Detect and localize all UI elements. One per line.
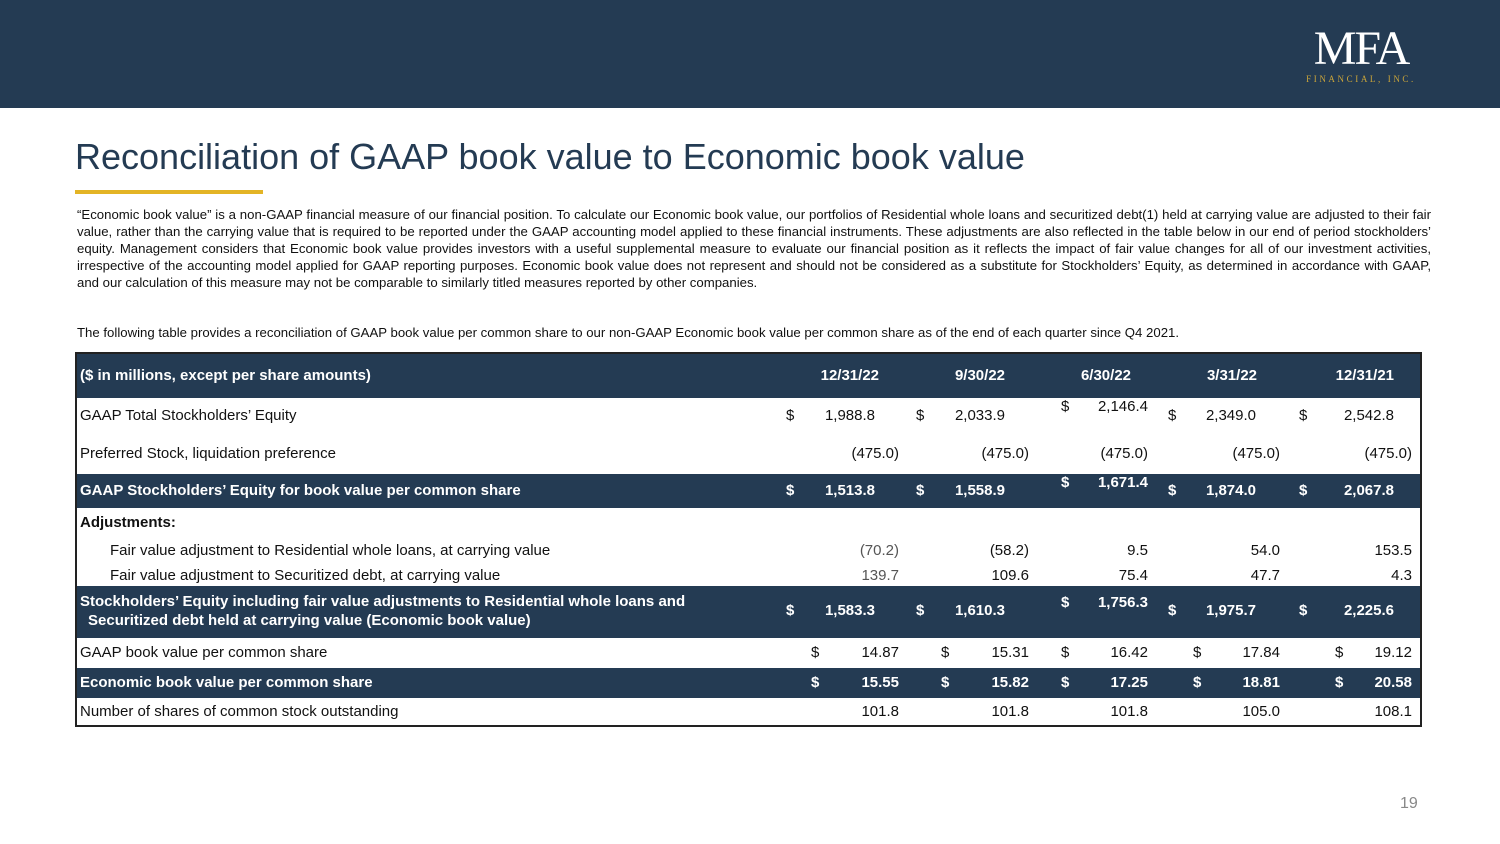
table-cell: 75.4 [1118, 567, 1148, 584]
currency-symbol: $ [916, 602, 925, 619]
row-label: Fair value adjustment to Residential whole loans, at carrying value [110, 542, 551, 559]
table-cell: 15.55 [861, 674, 899, 691]
row-label: GAAP Total Stockholders’ Equity [80, 407, 297, 424]
currency-symbol: $ [1168, 482, 1177, 499]
table-cell: 19.12 [1374, 644, 1412, 661]
currency-symbol: $ [1061, 474, 1070, 491]
table-cell: 2,349.0 [1205, 407, 1256, 424]
table-cell: (475.0) [1232, 445, 1280, 462]
table-cell: 1,558.9 [954, 482, 1005, 499]
table-cell: 2,146.4 [1097, 398, 1148, 415]
currency-symbol: $ [1335, 674, 1344, 691]
table-cell: 101.8 [1110, 703, 1148, 720]
currency-symbol: $ [916, 482, 925, 499]
table-cell: 101.8 [991, 703, 1029, 720]
currency-symbol: $ [1299, 407, 1308, 424]
table-row [77, 562, 1420, 586]
title-underline [75, 190, 263, 194]
table-cell: 108.1 [1374, 703, 1412, 720]
row-label: Securitized debt held at carrying value (Economic book value) [88, 612, 531, 629]
table-cell: 9.5 [1127, 542, 1148, 559]
currency-symbol: $ [786, 407, 795, 424]
row-label: Economic book value per common share [80, 674, 373, 691]
table-row-highlight [77, 668, 1420, 698]
table-row-highlight [77, 474, 1420, 508]
table-cell: (58.2) [989, 542, 1029, 559]
table-row [77, 508, 1420, 536]
table-cell: 20.58 [1374, 674, 1412, 691]
currency-symbol: $ [811, 644, 820, 661]
column-header: 12/31/21 [1335, 367, 1394, 384]
column-header: 12/31/22 [820, 367, 879, 384]
currency-symbol: $ [941, 674, 950, 691]
currency-symbol: $ [1061, 674, 1070, 691]
currency-symbol: $ [1299, 602, 1308, 619]
table-header-row [77, 354, 1420, 398]
row-label: Stockholders’ Equity including fair value adjustments to Residential whole loans and [80, 593, 686, 610]
currency-symbol: $ [916, 407, 925, 424]
currency-symbol: $ [1299, 482, 1308, 499]
currency-symbol: $ [1061, 398, 1070, 415]
table-cell: (475.0) [1100, 445, 1148, 462]
table-cell: 1,610.3 [954, 602, 1005, 619]
page-title: Reconciliation of GAAP book value to Economic book value [75, 136, 1025, 177]
row-label: GAAP Stockholders’ Equity for book value per common share [80, 482, 521, 499]
logo-wordmark: MFA [1313, 22, 1409, 75]
table-cell: 2,067.8 [1343, 482, 1394, 499]
table-cell: 1,513.8 [824, 482, 875, 499]
table-cell: 2,033.9 [954, 407, 1005, 424]
section-label: Adjustments: [80, 514, 176, 531]
table-cell: 1,756.3 [1097, 594, 1148, 611]
table-row [77, 436, 1420, 474]
table-cell: 1,975.7 [1205, 602, 1256, 619]
table-cell: 1,583.3 [824, 602, 875, 619]
reconciliation-table [75, 352, 1422, 727]
logo-subtitle: FINANCIAL, INC. [1306, 74, 1416, 84]
currency-symbol: $ [1193, 674, 1202, 691]
currency-symbol: $ [1168, 407, 1177, 424]
column-header: 9/30/22 [954, 367, 1005, 384]
table-cell: 153.5 [1374, 542, 1412, 559]
table-cell: 2,542.8 [1343, 407, 1394, 424]
company-logo [1296, 22, 1426, 84]
table-cell: 1,874.0 [1205, 482, 1256, 499]
currency-symbol: $ [786, 602, 795, 619]
table-cell: 17.25 [1110, 674, 1148, 691]
table-cell: 105.0 [1242, 703, 1280, 720]
header-label: ($ in millions, except per share amounts) [80, 367, 371, 384]
currency-symbol: $ [1193, 644, 1202, 661]
table-cell: 2,225.6 [1343, 602, 1394, 619]
table-cell: 15.31 [991, 644, 1029, 661]
table-cell: (475.0) [851, 445, 899, 462]
currency-symbol: $ [811, 674, 820, 691]
table-cell: 17.84 [1242, 644, 1280, 661]
column-header: 3/31/22 [1206, 367, 1257, 384]
page-number: 19 [1400, 795, 1418, 812]
table-cell: 109.6 [991, 567, 1029, 584]
table-row [77, 536, 1420, 562]
table-cell: 54.0 [1250, 542, 1280, 559]
row-label: Number of shares of common stock outstanding [80, 703, 399, 720]
table-row [77, 638, 1420, 668]
currency-symbol: $ [1061, 594, 1070, 611]
header-bar [0, 0, 1500, 108]
table-cell: 1,988.8 [824, 407, 875, 424]
row-label: GAAP book value per common share [80, 644, 328, 661]
row-label: Fair value adjustment to Securitized debt, at carrying value [110, 567, 501, 584]
table-row [77, 698, 1420, 725]
table-cell: 18.81 [1242, 674, 1280, 691]
table-description: The following table provides a reconciliation of GAAP book value per common share to our non-GAAP Economic book value per common share as of the end of each quarter since Q4 2021. [77, 325, 1180, 340]
table-cell: 1,671.4 [1097, 474, 1148, 491]
table-cell: 139.7 [861, 567, 899, 584]
table-cell: (475.0) [1364, 445, 1412, 462]
table-cell: 47.7 [1250, 567, 1280, 584]
table-cell: 14.87 [861, 644, 899, 661]
table-cell: 101.8 [861, 703, 899, 720]
table-cell: (70.2) [859, 542, 899, 559]
intro-paragraph: “Economic book value” is a non-GAAP financial measure of our financial position. To calculate our Economic book value, our portfolios of Residential whole loans and securitized debt(1) held at carrying value are adjusted to their fair value, rather than the carrying value that is required to be reported under the GAAP accounting model applied to these financial instruments. These adjustments are also reflected in the table below in our end of period stockholders’ equity. Management considers that Economic book value provides investors with a useful supplemental measure to evaluate our financial position as it reflects the impact of fair value changes for all of our investment activities, irrespective of the accounting model applied for GAAP reporting purposes. Economic book value does not represent and should not be considered as a substitute for Stockholders’ Equity, as determined in accordance with GAAP, and our calculation of this measure may not be comparable to similarly titled measures reported by other companies. [77, 207, 1431, 290]
currency-symbol: $ [1061, 644, 1070, 661]
currency-symbol: $ [941, 644, 950, 661]
table-row [77, 398, 1420, 436]
row-label: Preferred Stock, liquidation preference [80, 445, 336, 462]
column-header: 6/30/22 [1080, 367, 1131, 384]
table-row-highlight [77, 586, 1420, 638]
table-cell: 4.3 [1391, 567, 1412, 584]
table-cell: 15.82 [991, 674, 1029, 691]
currency-symbol: $ [1168, 602, 1177, 619]
table-cell: (475.0) [981, 445, 1029, 462]
table-cell: 16.42 [1110, 644, 1148, 661]
currency-symbol: $ [1335, 644, 1344, 661]
currency-symbol: $ [786, 482, 795, 499]
